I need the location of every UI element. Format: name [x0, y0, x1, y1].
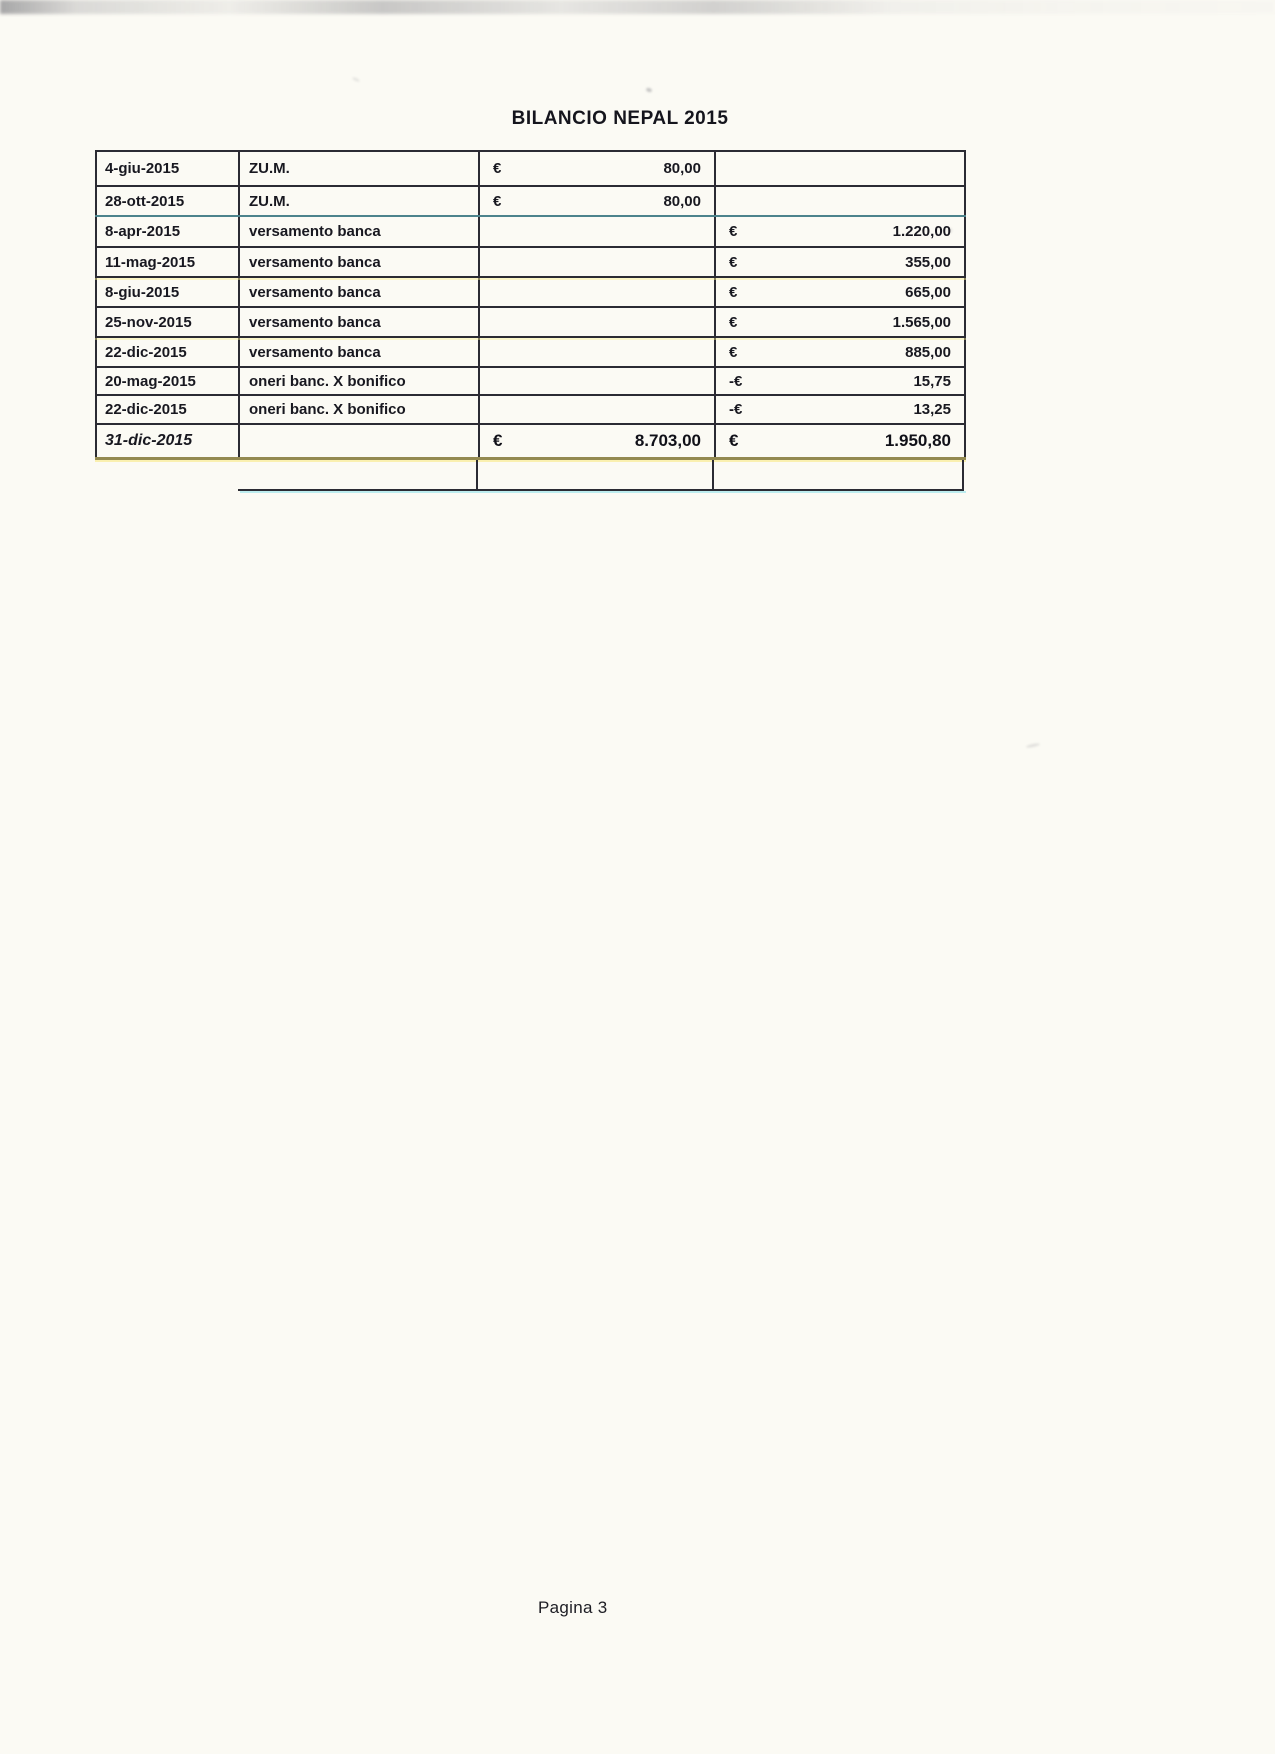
amount-out-cell: [716, 152, 966, 185]
description-cell: [240, 425, 480, 457]
table-row: [95, 308, 966, 338]
table-row: [95, 278, 966, 308]
table-row-empty: [95, 460, 966, 491]
table-row: [95, 396, 966, 425]
date-cell: 25-nov-2015: [97, 308, 240, 336]
total-out-value: 1.950,80: [884, 431, 951, 450]
description-cell: versamento banca: [240, 217, 480, 246]
amount-value: 80,00: [663, 160, 701, 177]
total-in-cell: [480, 425, 716, 457]
date-cell: 22-dic-2015: [97, 338, 240, 366]
currency-symbol: €: [493, 431, 503, 450]
amount-in-cell: [480, 396, 716, 423]
scan-artifact-speck: [645, 87, 652, 93]
total-in-value: 8.703,00: [634, 431, 701, 450]
amount-in-cell: [480, 308, 716, 336]
amount-in-cell: [480, 217, 716, 246]
description-cell: oneri banc. X bonifico: [240, 396, 480, 423]
date-cell: 8-giu-2015: [97, 278, 240, 306]
amount-in-cell: [480, 187, 716, 215]
amount-out-cell: [714, 460, 964, 491]
scan-artifact-speck: [1026, 743, 1040, 749]
amount-value: 885,00: [905, 343, 951, 361]
description-cell: ZU.M.: [240, 152, 480, 185]
amount-in-cell: [480, 338, 716, 366]
date-cell: 28-ott-2015: [97, 187, 240, 215]
date-cell: 4-giu-2015: [97, 152, 240, 185]
currency-symbol: €: [729, 223, 738, 240]
amount-in-cell: [480, 278, 716, 306]
amount-in-cell: [480, 368, 716, 394]
page-number: Pagina 3: [538, 1598, 608, 1617]
amount-out-cell: [716, 308, 966, 336]
description-cell: versamento banca: [240, 338, 480, 366]
amount-out-cell: [716, 187, 966, 215]
table-row: [95, 150, 966, 187]
amount-value: 15,75: [913, 372, 951, 390]
table-row: [95, 187, 966, 217]
currency-symbol: €: [729, 343, 738, 361]
description-cell: versamento banca: [240, 278, 480, 306]
amount-out-cell: [716, 368, 966, 394]
amount-value: 1.565,00: [892, 313, 951, 331]
blank-cell: [95, 460, 238, 491]
table-row: [95, 338, 966, 368]
currency-symbol: -€: [729, 401, 743, 418]
table-row: [95, 248, 966, 278]
description-cell: versamento banca: [240, 248, 480, 276]
currency-symbol: -€: [729, 372, 743, 390]
currency-symbol: €: [493, 192, 502, 210]
description-cell: ZU.M.: [240, 187, 480, 215]
currency-symbol: €: [729, 253, 738, 271]
amount-value: 1.220,00: [892, 223, 951, 240]
amount-value: 13,25: [913, 401, 951, 418]
scan-artifact-speck: [352, 76, 361, 82]
description-cell: oneri banc. X bonifico: [240, 368, 480, 394]
document-title: BILANCIO NEPAL 2015: [511, 108, 729, 129]
description-cell: versamento banca: [240, 308, 480, 336]
amount-in-cell: [478, 460, 714, 491]
total-out-cell: [716, 425, 966, 457]
amount-out-cell: [716, 217, 966, 246]
currency-symbol: €: [729, 431, 739, 450]
amount-out-cell: [716, 338, 966, 366]
amount-value: 355,00: [905, 253, 951, 271]
balance-table: [95, 150, 966, 491]
date-cell: 11-mag-2015: [97, 248, 240, 276]
currency-symbol: €: [729, 313, 738, 331]
scan-artifact-top-band: [0, 0, 1275, 14]
scan-artifact-fringe: [240, 491, 966, 493]
amount-in-cell: [480, 248, 716, 276]
amount-out-cell: [716, 396, 966, 423]
table-row: [95, 217, 966, 248]
description-cell: [238, 460, 478, 491]
amount-in-cell: [480, 152, 716, 185]
currency-symbol: €: [493, 160, 502, 177]
date-cell: 31-dic-2015: [97, 425, 240, 457]
date-cell: 20-mag-2015: [97, 368, 240, 394]
amount-value: 665,00: [905, 283, 951, 301]
amount-out-cell: [716, 248, 966, 276]
amount-value: 80,00: [663, 192, 701, 210]
date-cell: 22-dic-2015: [97, 396, 240, 423]
table-row: [95, 368, 966, 396]
date-cell: 8-apr-2015: [97, 217, 240, 246]
currency-symbol: €: [729, 283, 738, 301]
amount-out-cell: [716, 278, 966, 306]
table-row-total: [95, 425, 966, 460]
